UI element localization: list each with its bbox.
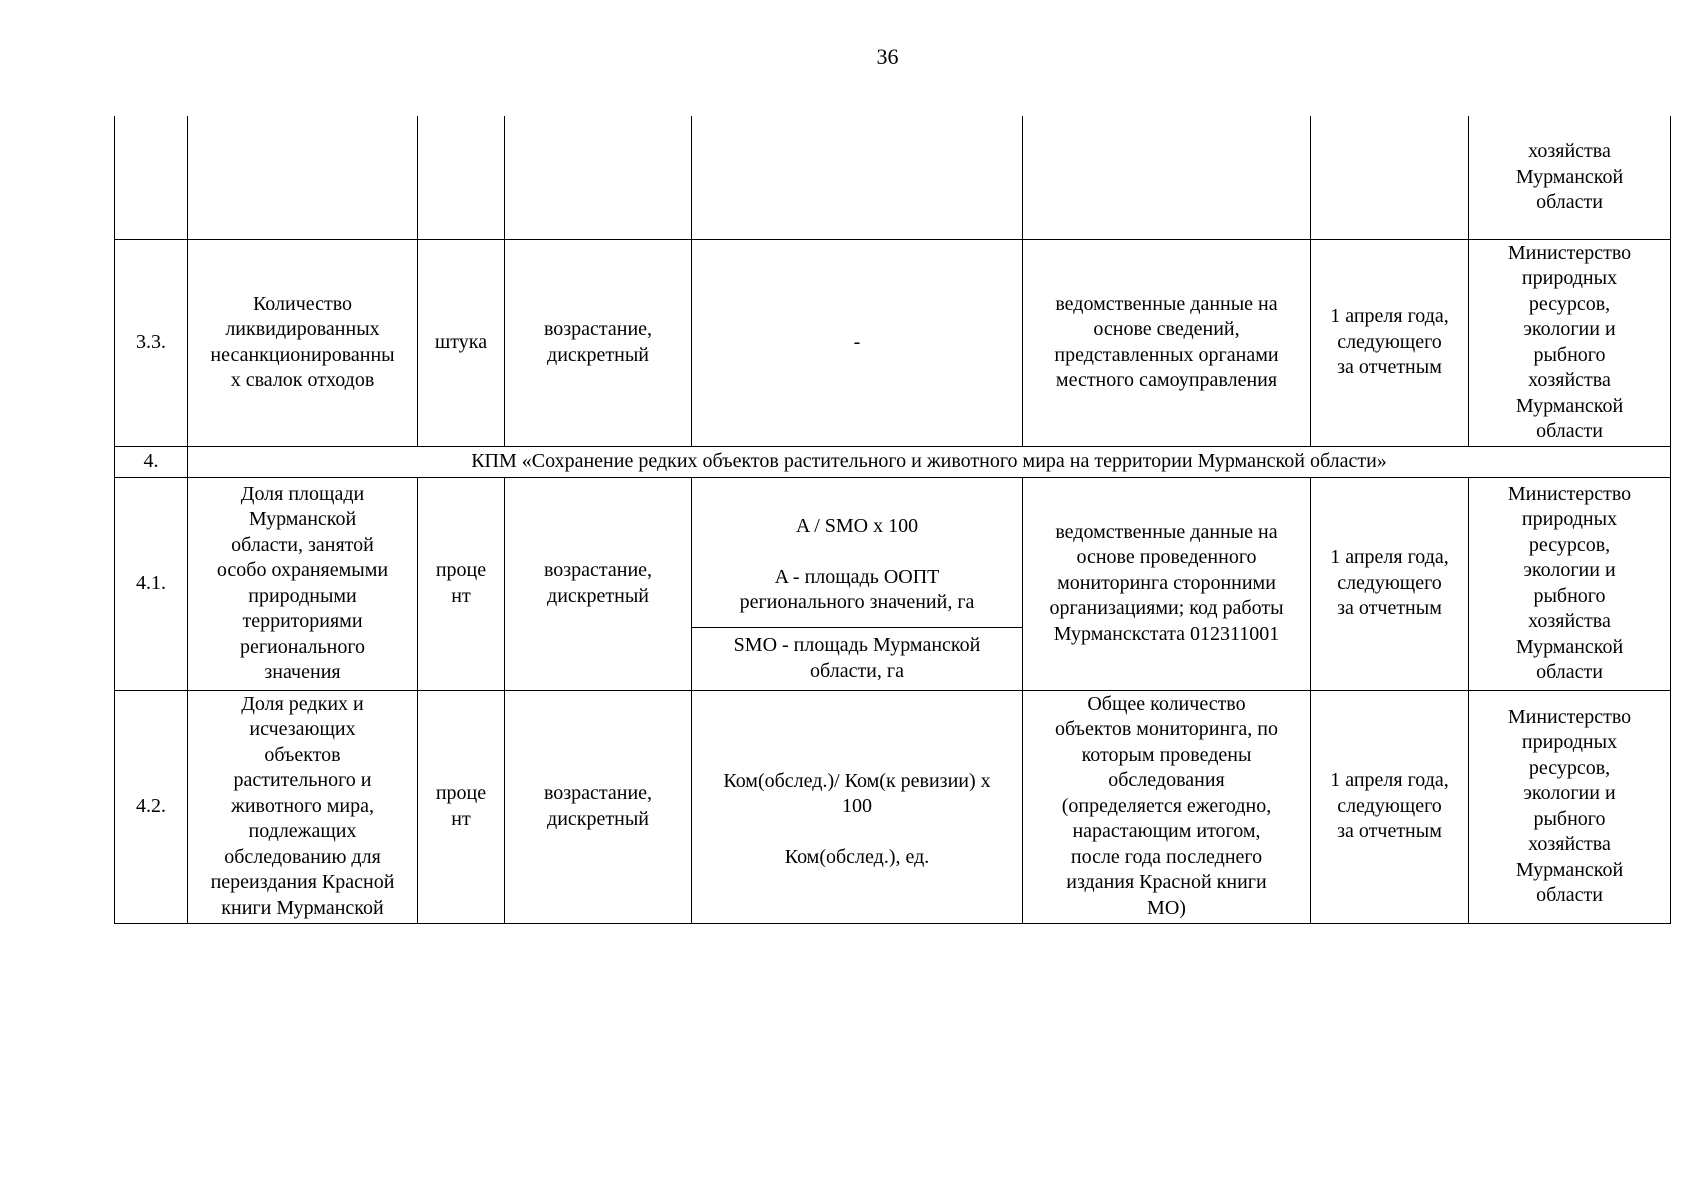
dynamics: возрастание, дискретный: [505, 239, 692, 446]
formula: [692, 477, 1023, 627]
row-number: 4.2.: [115, 690, 188, 923]
unit: проце нт: [418, 690, 505, 923]
section-title: КПМ «Сохранение редких объектов растительного и животного мира на территории Мурманской области»: [188, 446, 1671, 477]
formula: -: [692, 239, 1023, 446]
responsible: Министерство природных ресурсов, экологии и рыбного хозяйства Мурманской области: [1469, 239, 1671, 446]
table-row-4-2: [115, 690, 1671, 923]
indicator-name: Доля площади Мурманской области, занятой особо охраняемыми природными территориями регионального значения: [188, 477, 418, 690]
data-source: ведомственные данные на основе проведенного мониторинга сторонними организациями; код работы Мурманскстата 012311001: [1023, 477, 1311, 690]
table-row-continued: [115, 116, 1671, 239]
page-number: 36: [876, 44, 899, 69]
deadline: 1 апреля года, следующего за отчетным: [1311, 239, 1469, 446]
cell-unit: [418, 116, 505, 239]
cell-deadline: [1311, 116, 1469, 239]
formula: [692, 690, 1023, 923]
formula-variable: Ком(обслед.), ед.: [784, 845, 930, 868]
data-source: ведомственные данные на основе сведений, представленных органами местного самоуправления: [1023, 239, 1311, 446]
cell-dynamics: [505, 116, 692, 239]
table-section-row-4: [115, 446, 1671, 477]
deadline: 1 апреля года, следующего за отчетным: [1311, 477, 1469, 690]
indicator-name: Доля редких и исчезающих объектов растительного и животного мира, подлежащих обследованию для переиздания Красной книги Мурманской: [188, 690, 418, 923]
cell-num: [115, 116, 188, 239]
dynamics: возрастание, дискретный: [505, 477, 692, 690]
data-source: Общее количество объектов мониторинга, по которым проведены обследования (определяется ежегодно, нарастающим итогом, после года последнего издания Красной книги МО): [1023, 690, 1311, 923]
formula-variable-a: A - площадь ООПТ регионального значений, га: [739, 565, 975, 613]
formula-variable-smo: SMO - площадь Мурманской области, га: [692, 627, 1023, 690]
formula-expression: A / SMO x 100: [795, 515, 919, 537]
table-row-3-3: [115, 239, 1671, 446]
responsible: Министерство природных ресурсов, экологии и рыбного хозяйства Мурманской области: [1469, 690, 1671, 923]
section-number: 4.: [115, 446, 188, 477]
deadline: 1 апреля года, следующего за отчетным: [1311, 690, 1469, 923]
indicator-table: [114, 116, 1671, 924]
table-row-4-1: [115, 477, 1671, 627]
dynamics: возрастание, дискретный: [505, 690, 692, 923]
formula-expression: Ком(обслед.)/ Ком(к ревизии) х 100: [723, 769, 991, 817]
cell-responsible: хозяйства Мурманской области: [1469, 116, 1671, 239]
cell-name: [188, 116, 418, 239]
row-number: 4.1.: [115, 477, 188, 690]
unit: штука: [418, 239, 505, 446]
responsible: Министерство природных ресурсов, экологии и рыбного хозяйства Мурманской области: [1469, 477, 1671, 690]
indicator-name: Количество ликвидированных несанкционированны х свалок отходов: [188, 239, 418, 446]
unit: проце нт: [418, 477, 505, 690]
cell-formula: [692, 116, 1023, 239]
cell-source: [1023, 116, 1311, 239]
row-number: 3.3.: [115, 239, 188, 446]
